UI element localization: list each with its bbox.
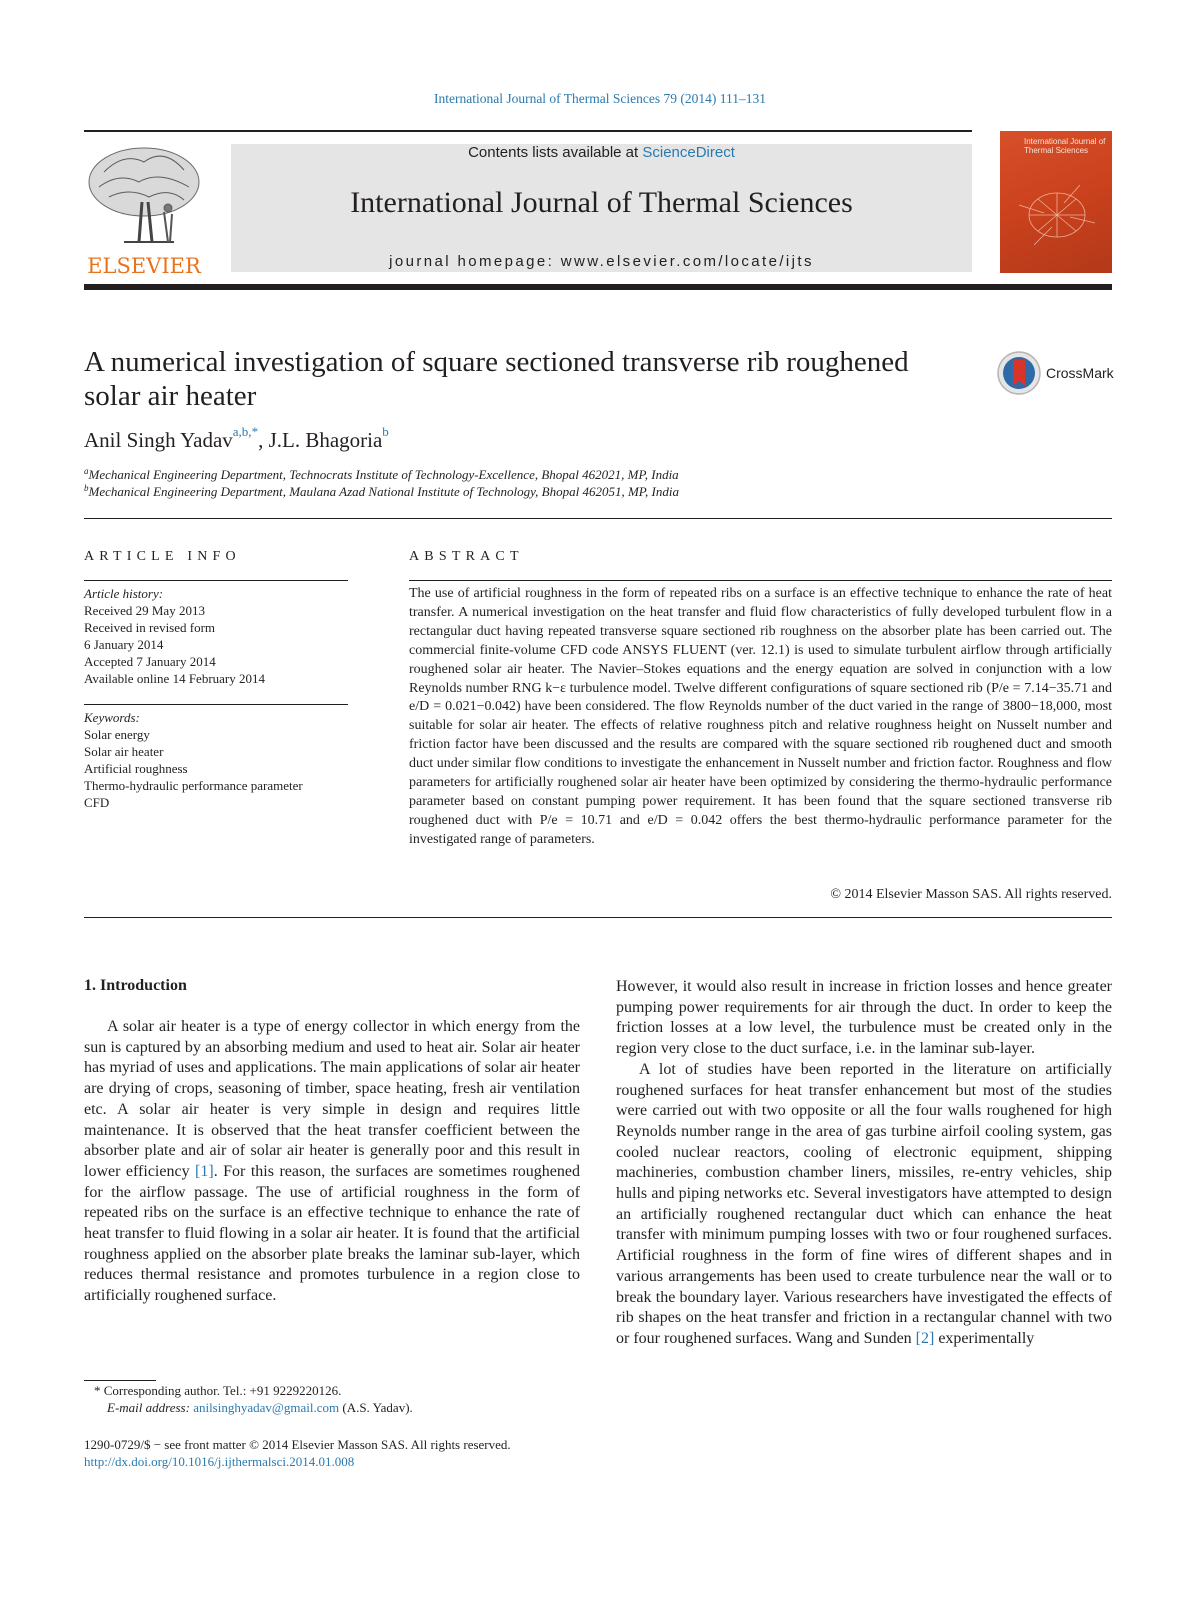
- affiliation-text: Mechanical Engineering Department, Maulana Azad National Institute of Technology, Bhopal 462051, MP, India: [88, 484, 679, 499]
- reference-link-2[interactable]: [2]: [915, 1329, 935, 1347]
- footnote-star: *: [94, 1383, 101, 1398]
- abstract-text: The use of artificial roughness in the form of repeated ribs on a surface is an effective technique to enhance the rate of heat transfer. A numerical investigation on the heat transfer and fluid flow characteristics of fully developed turbulent flow in a rectangular duct having repeated transverse square sectioned rib roughness on the absorber plate has been carried out. The commercial finite-volume CFD code ANSYS FLUENT (ver. 12.1) is used to simulate turbulent airflow through artificially roughened solar air heater. The Navier–Stokes equations and the energy equation are solved in conjunction with a low Reynolds number RNG k−ε turbulence model. Twelve different configurations of square sectioned rib (P/e = 7.14−35.71 and e/D = 0.021−0.042) have been considered. The flow Reynolds number of the duct varied in the range of 3800−18,000, most suitable for solar air heater. The effects of relative roughness pitch and relative roughness height on Nusselt number and friction factor have been discussed and the results are compared with the square sectioned rib roughened duct and smooth duct under similar flow conditions to investigate the enhancement in Nusselt number and friction factor. Roughness and flow parameters for artificially roughened solar air heater have been optimized by considering the thermo-hydraulic performance parameter based on constant pumping power requirement. It has been found that the square sectioned transverse rib roughened duct with P/e = 10.71 and e/D = 0.042 offers the best thermo-hydraulic performance parameter for the investigated range of parameters.: [409, 586, 1112, 847]
- header-bottom-rule: [84, 284, 1112, 290]
- keyword-item: Thermo-hydraulic performance parameter: [84, 778, 303, 793]
- history-item: 6 January 2014: [84, 637, 164, 652]
- email-suffix: (A.S. Yadav).: [339, 1400, 413, 1415]
- author-email-link[interactable]: anilsinghyadav@gmail.com: [193, 1400, 340, 1415]
- elsevier-logo: [84, 142, 204, 278]
- section-heading-introduction: 1. Introduction: [84, 977, 187, 994]
- front-matter-notice: [84, 1436, 580, 1470]
- intro-paragraph-3: [616, 1060, 1112, 1350]
- author-affiliation-marks[interactable]: [233, 424, 258, 439]
- keywords-label: Keywords:: [84, 710, 140, 725]
- history-item: Available online 14 February 2014: [84, 671, 265, 686]
- article-info-rule: [84, 580, 348, 581]
- article-title: A numerical investigation of square sectioned transverse rib roughened solar air heater: [84, 346, 909, 412]
- history-item: Received in revised form: [84, 620, 216, 635]
- sciencedirect-link[interactable]: ScienceDirect: [642, 144, 735, 161]
- contents-prefix: Contents lists available at: [468, 144, 643, 161]
- abstract-bottom-rule: [84, 917, 1112, 918]
- keyword-item: Solar energy: [84, 727, 150, 742]
- affiliation-mark[interactable]: a,b,: [232, 424, 252, 439]
- keywords-rule: [84, 704, 348, 705]
- cover-artwork-icon: [1014, 175, 1100, 255]
- abstract-copyright: © 2014 Elsevier Masson SAS. All rights reserved.: [830, 887, 1112, 902]
- crossmark-badge[interactable]: [996, 350, 1116, 398]
- journal-citation[interactable]: International Journal of Thermal Sciences 79 (2014) 111–131: [433, 91, 767, 106]
- cover-title: International Journal of Thermal Sciences: [1024, 137, 1106, 155]
- journal-homepage[interactable]: journal homepage: www.elsevier.com/locate/ijts: [389, 253, 814, 270]
- journal-cover-image: [1000, 131, 1112, 273]
- crossmark-label: CrossMark: [1046, 365, 1114, 381]
- doi-link[interactable]: http://dx.doi.org/10.1016/j.ijthermalsci.2014.01.008: [84, 1454, 355, 1469]
- corresponding-author-text: Corresponding author. Tel.: +91 9229220126.: [100, 1383, 342, 1398]
- history-item: Received 29 May 2013: [84, 603, 205, 618]
- article-history: [84, 585, 348, 687]
- keyword-item: Solar air heater: [84, 744, 164, 759]
- corresponding-author-mark[interactable]: *: [251, 424, 259, 439]
- email-label: E-mail address:: [107, 1400, 194, 1415]
- body-column-2: [616, 977, 1112, 1350]
- elsevier-wordmark: ELSEVIER: [87, 254, 201, 278]
- journal-name: International Journal of Thermal Sciences: [350, 186, 853, 219]
- history-label: Article history:: [84, 586, 164, 601]
- reference-link-1[interactable]: [1]: [195, 1162, 214, 1180]
- intro-paragraph-1: [84, 1017, 580, 1307]
- intro-paragraph-2: However, it would also result in increase in friction losses and hence greater pumping power requirements for air through the duct. In order to keep the friction losses at a low level, the turbulence must be created only in the region very close to the duct surface, i.e. in the laminar sub-layer.: [616, 978, 1112, 1058]
- affiliation-mark: a: [84, 465, 89, 476]
- keywords: [84, 709, 348, 811]
- corresponding-author-footnote: [84, 1382, 580, 1416]
- crossmark-icon: [996, 350, 1042, 396]
- keyword-item: CFD: [84, 795, 110, 810]
- header-top-rule: [84, 130, 972, 132]
- contents-line: [231, 144, 972, 161]
- affiliation-b: [84, 484, 679, 500]
- author-name: Anil Singh Yadav: [84, 428, 233, 452]
- affiliation-rule: [84, 518, 1112, 519]
- author-list: [84, 424, 389, 453]
- author-affiliation-mark[interactable]: b: [382, 424, 389, 439]
- article-info-heading: ARTICLE INFO: [84, 549, 241, 564]
- paragraph-text: A solar air heater is a type of energy collector in which energy from the sun is captured by an absorbing medium and used to heat air. Solar air heater has myriad of uses and applications. The main applications of solar air heater are drying of crops, seasoning of timber, space heating, fresh air ventilation etc. A solar air heater is very simple in design and requires little maintenance. It is observed that the heat transfer coefficient between the absorber plate and air of solar air heater is generally poor and this result in lower efficiency: [84, 1018, 580, 1180]
- history-item: Accepted 7 January 2014: [84, 654, 216, 669]
- paragraph-text: . For this reason, the surfaces are sometimes roughened for the airflow passage. The use of artificial roughness in the form of repeated ribs on the surface is an effective technique to enhance the rate of heat transfer to fluid flowing in a solar air heater. It is found that the artificial roughness applied on the absorber plate breaks the laminar sub-layer, which reduces thermal resistance and promotes turbulence in a region close to artificially roughened surface.: [84, 1162, 580, 1305]
- elsevier-tree-icon: [84, 142, 204, 252]
- abstract-rule: [409, 580, 1112, 581]
- affiliation-text: Mechanical Engineering Department, Technocrats Institute of Technology-Excellence, Bhopal 462021, MP, India: [88, 467, 679, 482]
- keyword-item: Artificial roughness: [84, 761, 188, 776]
- abstract-heading: ABSTRACT: [409, 549, 524, 564]
- affiliation-mark: b: [84, 482, 89, 493]
- affiliation-a: [84, 467, 679, 483]
- footnote-rule: [84, 1380, 156, 1381]
- paragraph-text: experimentally: [934, 1329, 1035, 1347]
- author-name: J.L. Bhagoria: [268, 428, 383, 452]
- issn-line: 1290-0729/$ − see front matter © 2014 Elsevier Masson SAS. All rights reserved.: [84, 1437, 511, 1452]
- paragraph-text: A lot of studies have been reported in the literature on artificially roughened surfaces for heat transfer enhancement but most of the studies were carried out with two opposite or all the four walls roughened for high Reynolds number range in the area of gas turbine airfoil cooling system, gas cooled nuclear reactors, cooling of electronic equipment, shipping machineries, combustion chamber liners, missiles, re-entry vehicles, ship hulls and piping networks etc. Several investigators have attempted to design an artificially roughened rectangular duct which can enhance the heat transfer with minimum pumping losses with two or four roughened surfaces. Artificial roughness in the form of fine wires of different shapes and in various arrangements has been used to create turbulence near the wall or to break the boundary layer. Various researchers have investigated the effects of rib shapes on the heat transfer and friction in a rectangular channel with two or four roughened surfaces. Wang and Sunden: [616, 1060, 1112, 1347]
- journal-masthead: [231, 144, 972, 272]
- author-separator: ,: [258, 428, 269, 452]
